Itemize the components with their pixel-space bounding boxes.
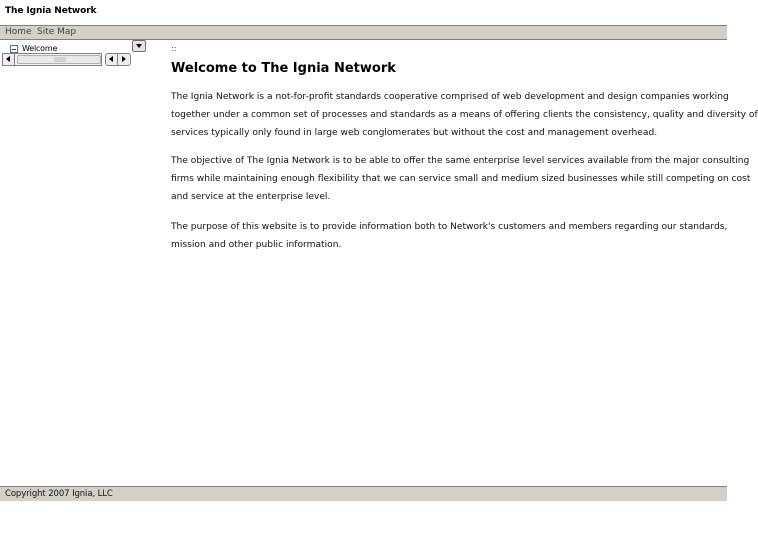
breadcrumb: :: [171,44,177,53]
copyright-text: Copyright 2007 Ignia, LLC [5,489,113,499]
tree-item-label: Welcome [22,44,58,53]
arrow-right-icon[interactable] [118,54,130,65]
paragraph-line: The Ignia Network is a not-for-profit standards cooperative comprised of web development and design companies working [171,92,729,102]
main-content [171,44,758,250]
nav-link-home[interactable]: Home [5,27,32,37]
objective-paragraph [171,152,751,206]
horizontal-scrollbar[interactable] [2,53,102,66]
purpose-paragraph [171,218,727,254]
site-header [0,0,727,25]
paragraph-line: firms while maintaining enough flexibility that we can service small and medium sized businesses while still competing on cost [171,174,751,184]
tree-navigation-arrows [105,53,131,66]
chevron-down-icon[interactable] [132,40,146,52]
paragraph-line: together under a common set of processes and standards as a means of offering clients the consistency, quality and diversity of [171,110,758,120]
paragraph-line: mission and other public information. [171,240,342,250]
arrow-left-icon[interactable] [106,54,118,65]
paragraph-line: services typically only found in large web conglomerates but without the cost and management overhead. [171,128,658,138]
paragraph-line: The purpose of this website is to provide information both to Network's customers and members regarding our standards, [171,222,728,232]
collapse-icon[interactable] [10,45,18,53]
site-title: The Ignia Network [5,6,97,16]
site-footer [0,486,727,501]
paragraph-line: The objective of The Ignia Network is to be able to offer the same enterprise level services available from the major consulting [171,156,750,166]
scrollbar-thumb[interactable] [17,55,101,64]
page-title: Welcome to The Ignia Network [171,61,396,76]
intro-paragraph [171,88,758,142]
scroll-left-arrow-icon[interactable] [3,54,15,65]
paragraph-line: and service at the enterprise level. [171,192,331,202]
top-navigation-bar [0,25,727,40]
nav-link-site-map[interactable]: Site Map [37,27,77,37]
grip-icon [54,57,66,62]
